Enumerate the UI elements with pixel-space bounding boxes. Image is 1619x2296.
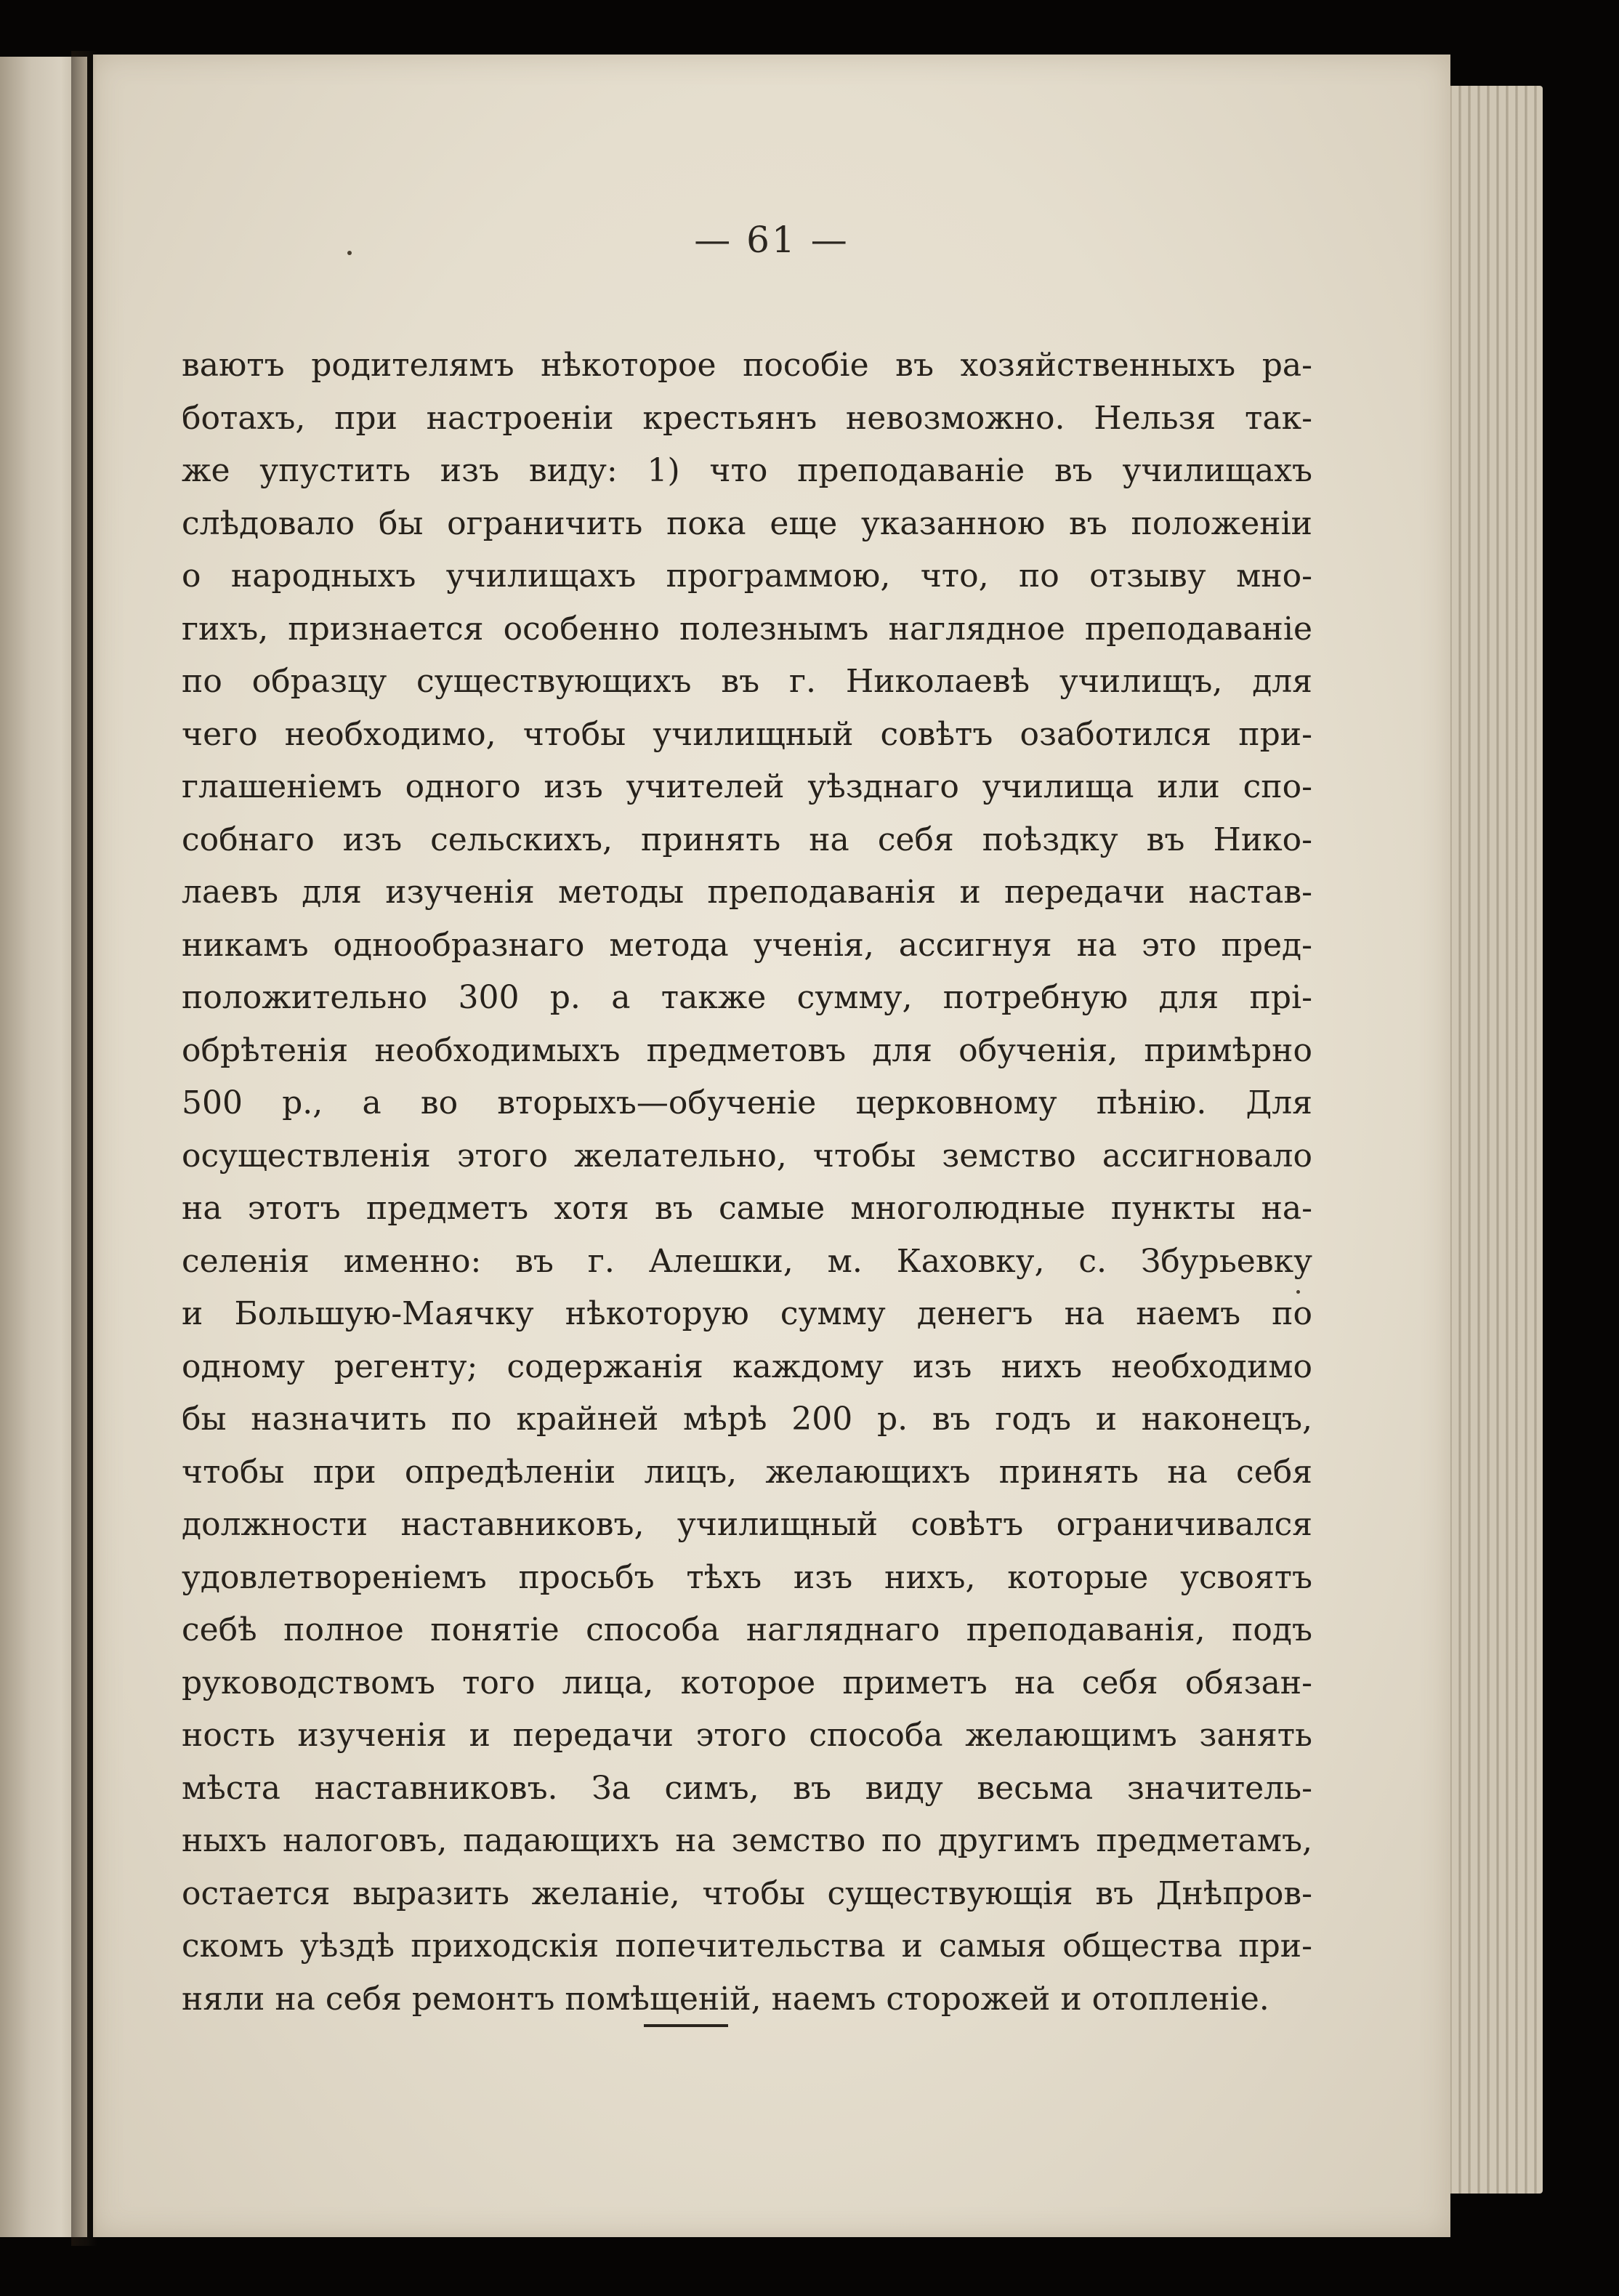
text-line: на этотъ предметъ хотя въ самые многолюдные пункты на- xyxy=(182,1190,1312,1227)
text-line: собнаго изъ сельскихъ, принять на себя поѣздку въ Нико- xyxy=(182,821,1312,858)
text-line: и Большую-Маячку нѣкоторую сумму денегъ на наемъ по xyxy=(182,1295,1312,1332)
text-line: удовлетвореніемъ просьбъ тѣхъ изъ нихъ, которые усвоятъ xyxy=(182,1558,1312,1596)
text-line: по образцу существующихъ въ г. Николаевѣ училищъ, для xyxy=(182,663,1312,700)
text-line: селенія именно: въ г. Алешки, м. Каховку, с. Збурьевку xyxy=(182,1242,1312,1280)
text-line: ваютъ родителямъ нѣкоторое пособіе въ хозяйственныхъ ра- xyxy=(182,347,1312,384)
text-line: никамъ однообразнаго метода ученія, ассигнуя на это пред- xyxy=(182,926,1312,964)
text-line: 500 р., а во вторыхъ—обученіе церковному пѣнію. Для xyxy=(182,1084,1312,1121)
body-text xyxy=(182,339,1312,2026)
text-line: осуществленія этого желательно, чтобы земство ассигновало xyxy=(182,1137,1312,1175)
text-line-last: няли на себя ремонтъ помѣщеній, наемъ сторожей и отопленіе. xyxy=(182,1980,1269,2018)
text-line: ботахъ, при настроеніи крестьянъ невозможно. Нельзя так- xyxy=(182,399,1312,437)
text-line: лаевъ для изученія методы преподаванія и передачи настав- xyxy=(182,874,1312,911)
text-line: себѣ полное понятіе способа нагляднаго преподаванія, подъ xyxy=(182,1611,1312,1648)
text-line: одному регенту; содержанія каждому изъ нихъ необходимо xyxy=(182,1348,1312,1385)
text-line: мѣста наставниковъ. За симъ, въ виду весьма значитель- xyxy=(182,1769,1312,1807)
text-line: остается выразить желаніе, чтобы существующія въ Днѣпров- xyxy=(182,1874,1312,1912)
ink-speck xyxy=(1296,1290,1300,1294)
text-line: обрѣтенія необходимыхъ предметовъ для обученія, примѣрно xyxy=(182,1031,1312,1069)
text-line: слѣдовало бы ограничить пока еще указанною въ положеніи xyxy=(182,504,1312,542)
page-stack-edge xyxy=(1442,86,1543,2194)
text-line: чтобы при опредѣленіи лицъ, желающихъ принять на себя xyxy=(182,1453,1312,1491)
book-gutter-shadow xyxy=(71,51,97,2246)
text-line: положительно 300 р. а также сумму, потребную для прі- xyxy=(182,979,1312,1016)
text-line: чего необходимо, чтобы училищный совѣтъ озаботился при- xyxy=(182,715,1312,753)
closing-rule xyxy=(644,2024,728,2027)
text-line: гихъ, признается особенно полезнымъ наглядное преподаваніе xyxy=(182,610,1312,648)
text-line: о народныхъ училищахъ программою, что, по отзыву мно- xyxy=(182,557,1312,595)
text-line: ныхъ налоговъ, падающихъ на земство по другимъ предметамъ, xyxy=(182,1822,1312,1859)
text-line: скомъ уѣздѣ приходскія попечительства и самыя общества при- xyxy=(182,1928,1312,1965)
text-line: глашеніемъ одного изъ учителей уѣзднаго училища или спо- xyxy=(182,768,1312,805)
page-number: — 61 — xyxy=(694,219,849,261)
ink-speck xyxy=(347,251,352,255)
book-page xyxy=(93,55,1450,2237)
text-line: руководствомъ того лица, которое приметъ на себя обязан- xyxy=(182,1664,1312,1701)
text-line: же упустить изъ виду: 1) что преподаваніе въ училищахъ xyxy=(182,452,1312,489)
text-line: бы назначить по крайней мѣрѣ 200 р. въ годъ и наконецъ, xyxy=(182,1401,1312,1438)
text-line: ность изученія и передачи этого способа желающимъ занять xyxy=(182,1717,1312,1754)
text-line: должности наставниковъ, училищный совѣтъ ограничивался xyxy=(182,1506,1312,1543)
